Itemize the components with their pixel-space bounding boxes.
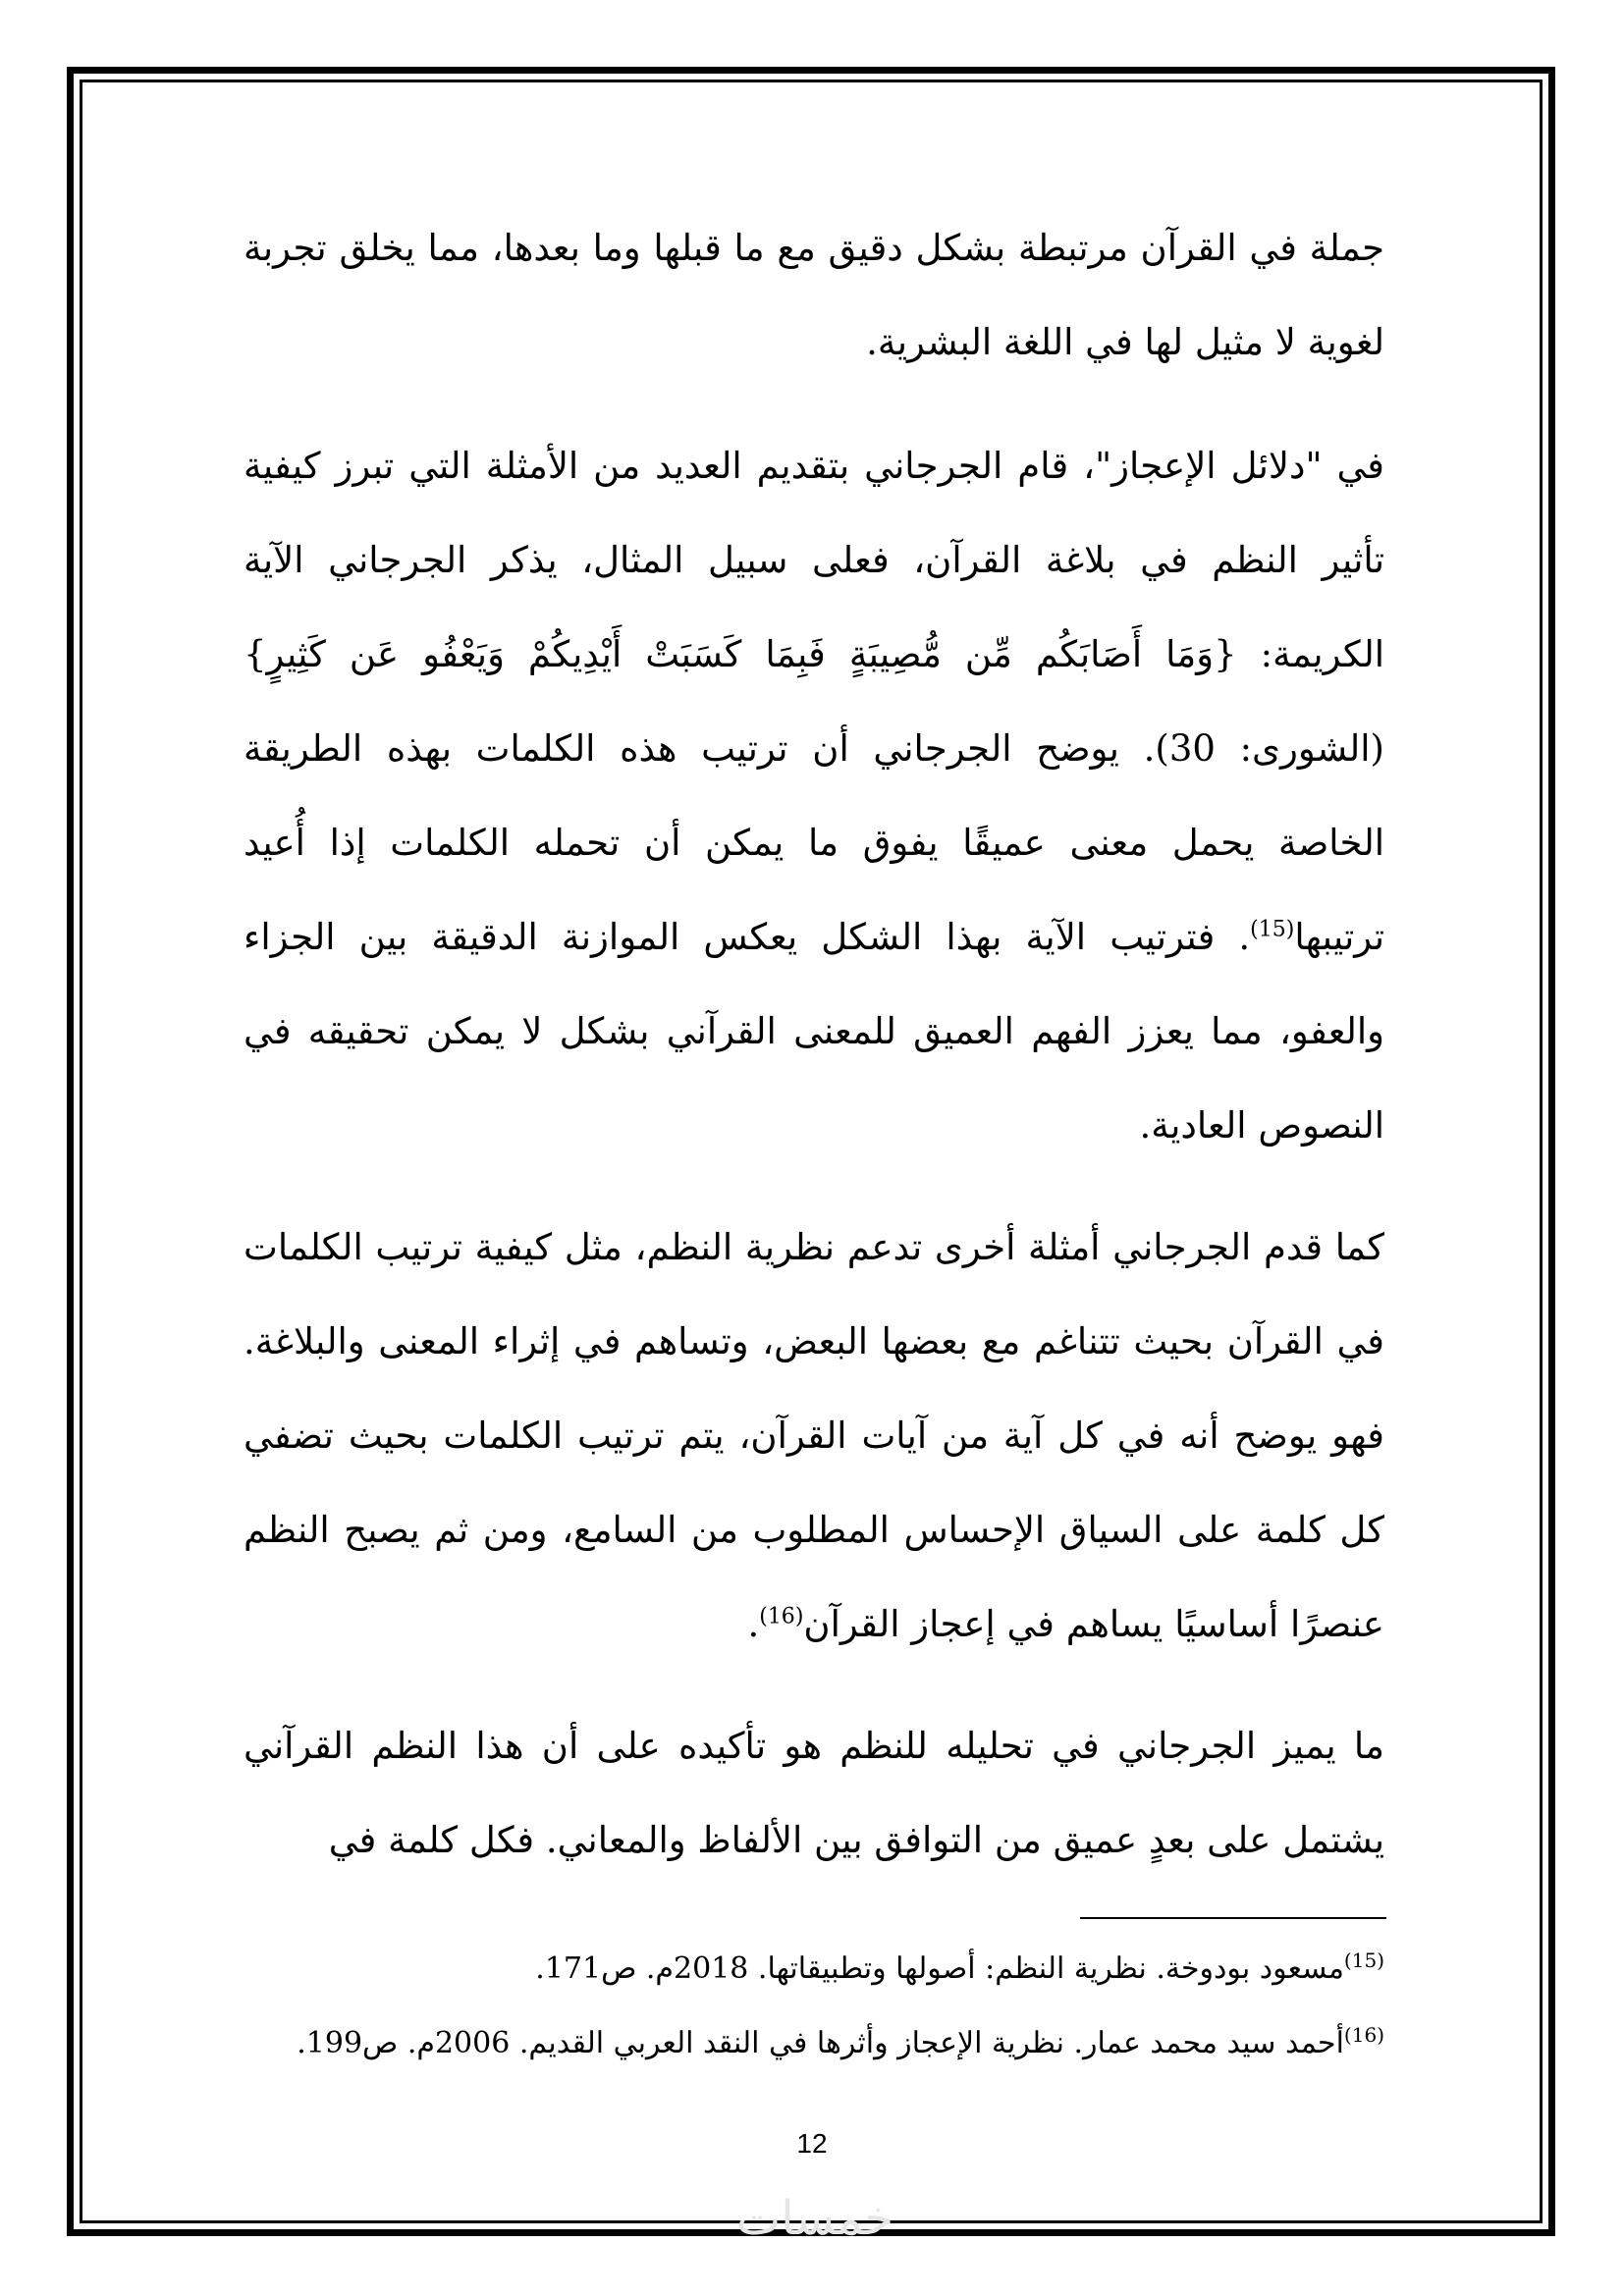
paragraph-2-text-cont: . فترتيب الآية بهذا الشكل يعكس الموازنة الدقيقة بين الجزاء والعفو، مما يعزز الفهم العميق للمعنى القرآني بشكل لا يمكن تحقيقه في النصوص العادية. [244, 916, 1384, 1147]
paragraph-2-text: في "دلائل الإعجاز"، قام الجرجاني بتقديم العديد من الأمثلة التي تبرز كيفية تأثير النظم في بلاغة القرآن، فعلى سبيل المثال، يذكر الجرجاني الآية الكريمة: {وَمَا أَصَابَكُم مِّن مُّصِيبَةٍ فَبِمَا كَسَبَتْ أَيْدِيكُمْ وَيَعْفُو عَن كَثِيرٍ} (الشورى: 30). يوضح الجرجاني أن ترتيب هذه الكلمات بهذه الطريقة الخاصة يحمل معنى عميقًا يفوق ما يمكن أن تحمله الكلمات إذا أُعيد ترتيبها [244, 445, 1384, 958]
paragraph-1-text: جملة في القرآن مرتبطة بشكل دقيق مع ما قبلها وما بعدها، مما يخلق تجربة لغوية لا مثيل لها في اللغة البشرية. [244, 227, 1384, 363]
paragraph-4-text: ما يميز الجرجاني في تحليله للنظم هو تأكيده على أن هذا النظم القرآني يشتمل على بعدٍ عميق من التوافق بين الألفاظ والمعاني. فكل كلمة في [244, 1725, 1384, 1861]
paragraph-4 [244, 1699, 1384, 1888]
footnote-ref-16[interactable]: (16) [759, 1604, 804, 1629]
footnote-number: (15) [1343, 1949, 1384, 1972]
page-number: 12 [796, 2128, 828, 2159]
watermark: خمسات [735, 2191, 894, 2246]
paragraph-3-text: كما قدم الجرجاني أمثلة أخرى تدعم نظرية النظم، مثل كيفية ترتيب الكلمات في القرآن بحيث تتناغم مع بعضها البعض، وتساهم في إثراء المعنى والبلاغة. فهو يوضح أنه في كل آية من آيات القرآن، يتم ترتيب الكلمات بحيث تضفي كل كلمة على السياق الإحساس المطلوب من السامع، ومن ثم يصبح النظم عنصرًا أساسيًا يساهم في إعجاز القرآن [244, 1226, 1384, 1645]
footnote-number: (16) [1343, 2023, 1384, 2047]
paragraph-3-end: . [747, 1603, 760, 1645]
paragraph-1 [244, 201, 1384, 390]
footnote-15 [244, 1932, 1384, 2006]
body-text [244, 201, 1384, 1915]
footnote-text: أحمد سيد محمد عمار. نظرية الإعجاز وأثرها في النقد العربي القديم. 2006م. ص199. [297, 2026, 1344, 2060]
paragraph-3 [244, 1201, 1384, 1672]
paragraph-2 [244, 419, 1384, 1173]
footnote-ref-15[interactable]: (15) [1250, 917, 1295, 942]
footnote-separator [1080, 1917, 1386, 1919]
footnote-text: مسعود بودوخة. نظرية النظم: أصولها وتطبيقاتها. 2018م. ص171. [535, 1951, 1344, 1986]
footnotes [244, 1932, 1384, 2081]
footnote-16 [244, 2006, 1384, 2081]
